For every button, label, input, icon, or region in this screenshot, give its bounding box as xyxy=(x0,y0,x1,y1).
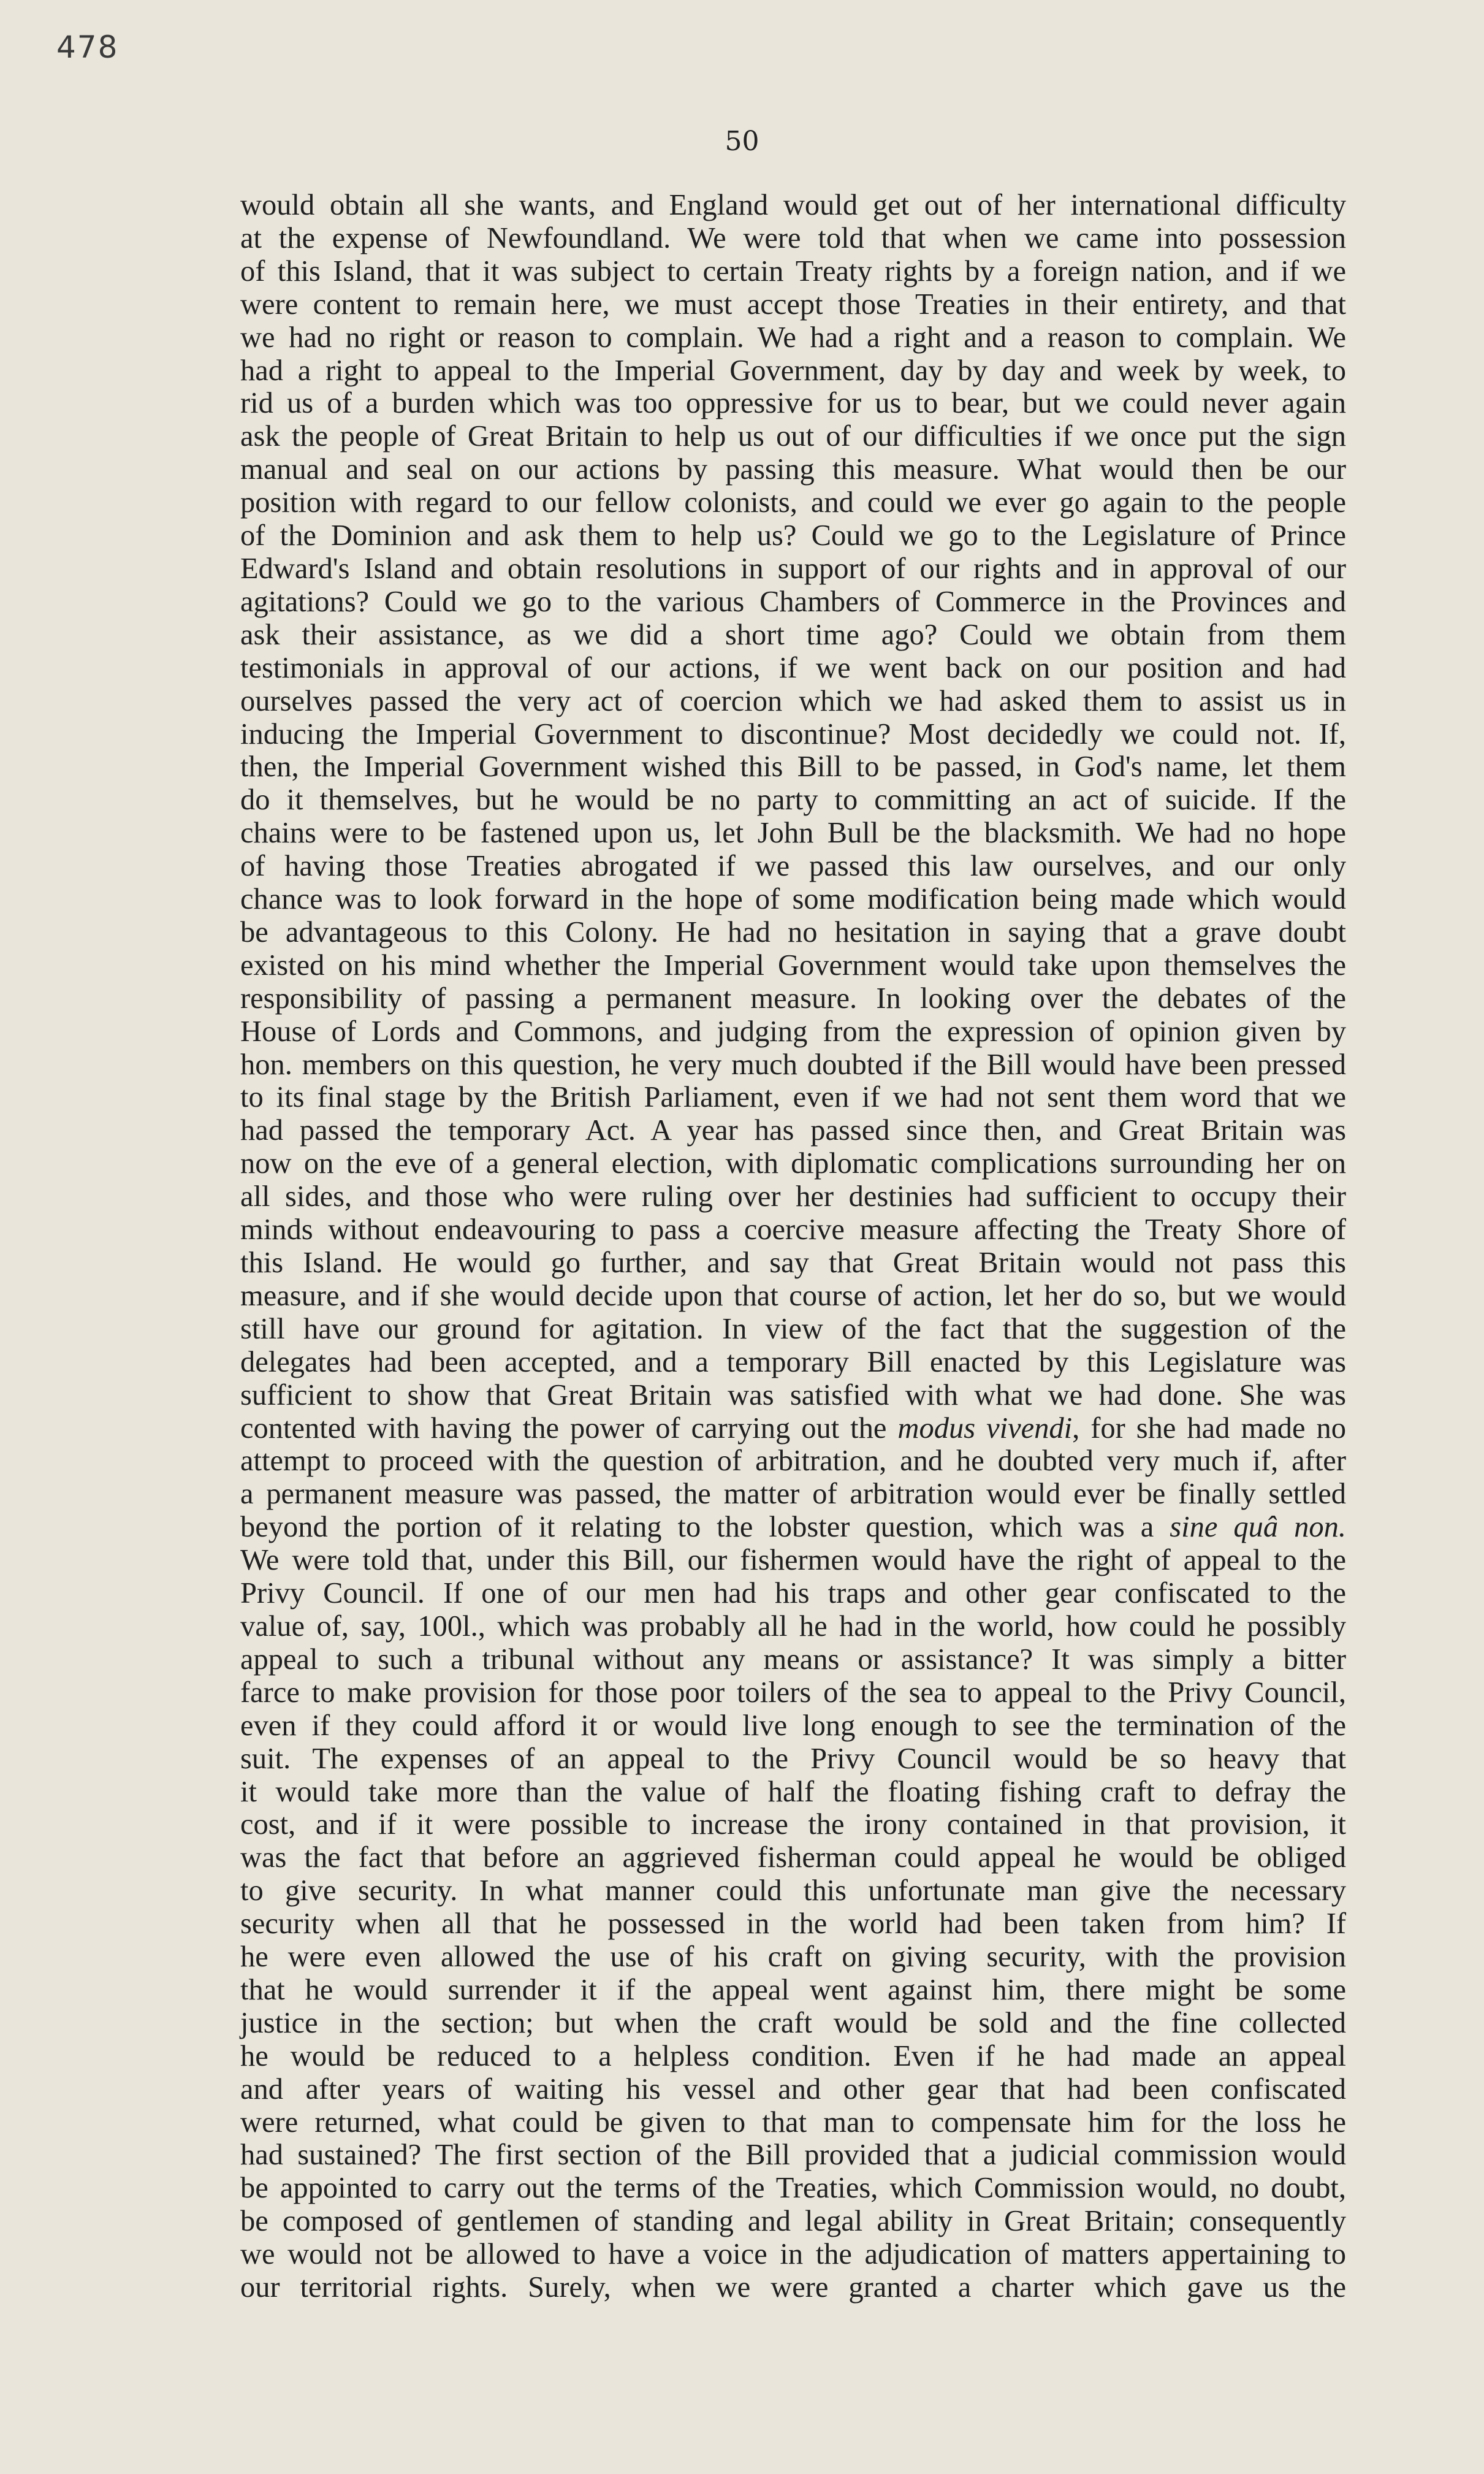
text-line: of the Dominion and ask them to help us? Could we go to the Legislature of Prince xyxy=(240,519,1346,552)
text-line: ourselves passed the very act of coercion which we had asked them to assist us in xyxy=(240,684,1346,717)
text-line: testimonials in approval of our actions, if we went back on our position and had xyxy=(240,651,1346,684)
text-line: he were even allowed the use of his craft on giving security, with the provision xyxy=(240,1941,1346,1974)
text-line: justice in the section; but when the craft would be sold and the fine collected xyxy=(240,2006,1346,2039)
text-line: contented with having the power of carrying out the modus vivendi, for she had made no xyxy=(240,1411,1346,1445)
text-line: measure, and if she would decide upon that course of action, let her do so, but we would xyxy=(240,1279,1346,1312)
text-line: House of Lords and Commons, and judging from the expression of opinion given by xyxy=(240,1015,1346,1048)
text-line: it would take more than the value of half the floating fishing craft to defray the xyxy=(240,1775,1346,1808)
text-line: be composed of gentlemen of standing and legal ability in Great Britain; consequently xyxy=(240,2205,1346,2238)
text-line: of this Island, that it was subject to certain Treaty rights by a foreign nation, and if we xyxy=(240,254,1346,288)
text-line: chance was to look forward in the hope of some modification being made which would xyxy=(240,883,1346,916)
text-line: now on the eve of a general election, with diplomatic complications surrounding her on xyxy=(240,1147,1346,1180)
text-line: agitations? Could we go to the various Chambers of Commerce in the Provinces and xyxy=(240,585,1346,618)
text-line: would obtain all she wants, and England would get out of her international difficulty xyxy=(240,189,1346,221)
text-line: and after years of waiting his vessel and other gear that had been confiscated xyxy=(240,2072,1346,2106)
text-line: to give security. In what manner could this unfortunate man give the necessary xyxy=(240,1874,1346,1907)
text-line: all sides, and those who were ruling over her destinies had sufficient to occupy their xyxy=(240,1180,1346,1213)
text-line: value of, say, 100l., which was probably all he had in the world, how could he possibly xyxy=(240,1609,1346,1643)
text-line: chains were to be fastened upon us, let John Bull be the blacksmith. We had no hope xyxy=(240,817,1346,850)
text-line: were content to remain here, we must accept those Treaties in their entirety, and that xyxy=(240,288,1346,321)
text-line: Edward's Island and obtain resolutions in support of our rights and in approval of our xyxy=(240,552,1346,585)
text-line: of having those Treaties abrogated if we passed this law ourselves, and our only xyxy=(240,850,1346,883)
text-line: security when all that he possessed in the world had been taken from him? If xyxy=(240,1907,1346,1941)
text-line: he would be reduced to a helpless condition. Even if he had made an appeal xyxy=(240,2039,1346,2072)
text-line: to its final stage by the British Parliament, even if we had not sent them word that we xyxy=(240,1081,1346,1114)
text-line: we would not be allowed to have a voice in the adjudication of matters appertaining to xyxy=(240,2238,1346,2271)
text-line: responsibility of passing a permanent measure. In looking over the debates of the xyxy=(240,982,1346,1015)
text-line: even if they could afford it or would live long enough to see the termination of the xyxy=(240,1709,1346,1742)
text-line: attempt to proceed with the question of arbitration, and he doubted very much if, after xyxy=(240,1445,1346,1478)
page-number: 50 xyxy=(725,126,759,157)
text-line: be appointed to carry out the terms of the Treaties, which Commission would, no doubt, xyxy=(240,2172,1346,2205)
text-line: we had no right or reason to complain. We had a right and a reason to complain. We xyxy=(240,321,1346,354)
text-line: be advantageous to this Colony. He had no hesitation in saying that a grave doubt xyxy=(240,915,1346,949)
text-line: ask their assistance, as we did a short time ago? Could we obtain from them xyxy=(240,618,1346,651)
text-line: that he would surrender it if the appeal went against him, there might be some xyxy=(240,1973,1346,2006)
text-line: Privy Council. If one of our men had his traps and other gear confiscated to the xyxy=(240,1577,1346,1610)
text-line: manual and seal on our actions by passing this measure. What would then be our xyxy=(240,453,1346,486)
text-line: a permanent measure was passed, the matter of arbitration would ever be finally settled xyxy=(240,1478,1346,1511)
text-line: We were told that, under this Bill, our fishermen would have the right of appeal to the xyxy=(240,1544,1346,1577)
text-line: farce to make provision for those poor toilers of the sea to appeal to the Privy Council, xyxy=(240,1676,1346,1709)
text-line: still have our ground for agitation. In view of the fact that the suggestion of the xyxy=(240,1312,1346,1345)
text-line: beyond the portion of it relating to the lobster question, which was a sine quâ non. xyxy=(240,1511,1346,1544)
text-line: were returned, what could be given to that man to compensate him for the loss he xyxy=(240,2106,1346,2139)
text-line: rid us of a burden which was too oppressive for us to bear, but we could never again xyxy=(240,387,1346,420)
text-line: this Island. He would go further, and say that Great Britain would not pass this xyxy=(240,1247,1346,1279)
text-line: our territorial rights. Surely, when we were granted a charter which gave us the xyxy=(240,2271,1346,2304)
text-line: minds without endeavouring to pass a coercive measure affecting the Treaty Shore of xyxy=(240,1213,1346,1247)
text-line: appeal to such a tribunal without any means or assistance? It was simply a bitter xyxy=(240,1643,1346,1676)
text-line: at the expense of Newfoundland. We were told that when we came into possession xyxy=(240,221,1346,254)
folio-number: 478 xyxy=(56,29,119,65)
text-line: cost, and if it were possible to increase the irony contained in that provision, it xyxy=(240,1808,1346,1841)
text-line: position with regard to our fellow colonists, and could we ever go again to the people xyxy=(240,486,1346,519)
text-line: hon. members on this question, he very much doubted if the Bill would have been pressed xyxy=(240,1048,1346,1081)
text-line: was the fact that before an aggrieved fisherman could appeal he would be obliged xyxy=(240,1841,1346,1874)
text-line: had passed the temporary Act. A year has passed since then, and Great Britain was xyxy=(240,1114,1346,1147)
text-line: had sustained? The first section of the Bill provided that a judicial commission would xyxy=(240,2139,1346,2172)
text-line: had a right to appeal to the Imperial Government, day by day and week by week, to xyxy=(240,354,1346,387)
text-line: sufficient to show that Great Britain was satisfied with what we had done. She was xyxy=(240,1378,1346,1411)
text-line: suit. The expenses of an appeal to the Privy Council would be so heavy that xyxy=(240,1742,1346,1775)
text-line: ask the people of Great Britain to help us out of our difficulties if we once put the sign xyxy=(240,420,1346,453)
text-line: do it themselves, but he would be no party to committing an act of suicide. If the xyxy=(240,784,1346,817)
body-text xyxy=(240,189,1346,2304)
text-line: inducing the Imperial Government to discontinue? Most decidedly we could not. If, xyxy=(240,717,1346,750)
text-line: delegates had been accepted, and a temporary Bill enacted by this Legislature was xyxy=(240,1345,1346,1378)
text-line: existed on his mind whether the Imperial Government would take upon themselves the xyxy=(240,949,1346,982)
text-line: then, the Imperial Government wished this Bill to be passed, in God's name, let them xyxy=(240,750,1346,784)
